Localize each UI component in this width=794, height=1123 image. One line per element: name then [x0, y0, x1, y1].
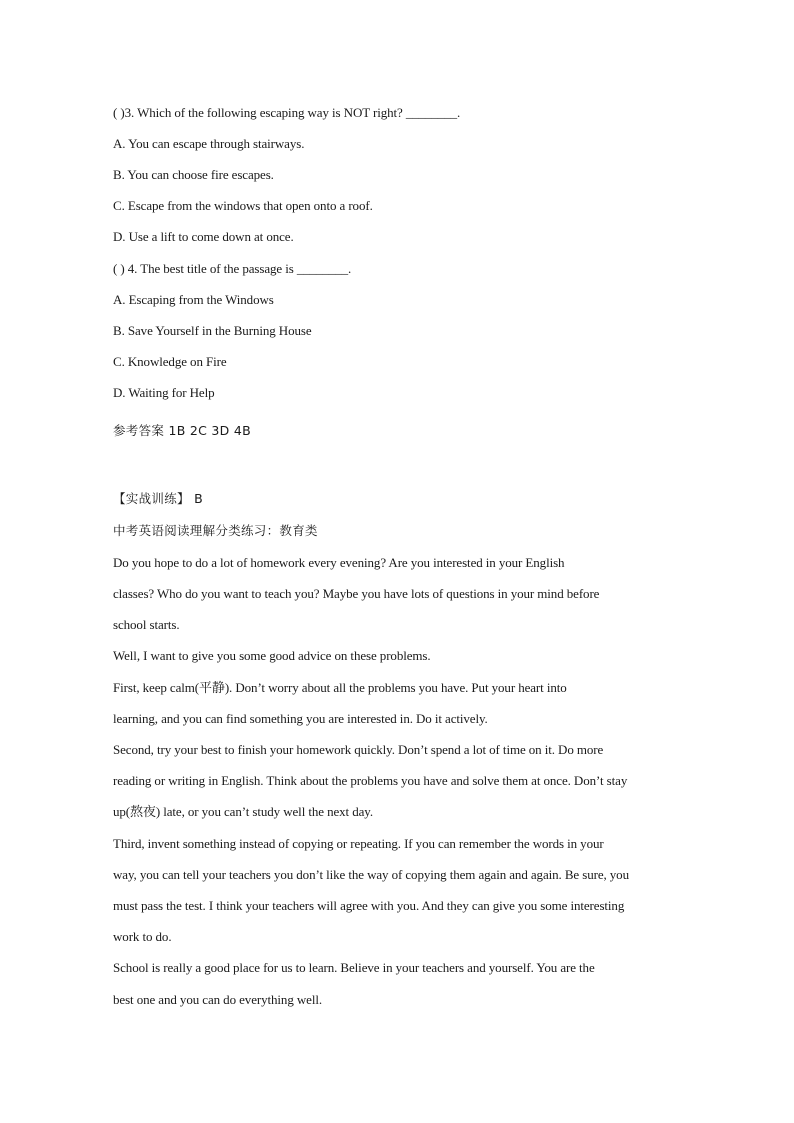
passage-line: Second, try your best to finish your homework quickly. Don’t spend a lot of time on it. Do more	[113, 742, 604, 757]
passage-line: learning, and you can find something you are interested in. Do it actively.	[113, 711, 488, 726]
question-4-option-b: B. Save Yourself in the Burning House	[113, 323, 312, 338]
answer-key: 参考答案 1B 2C 3D 4B	[113, 423, 252, 438]
question-4-option-a: A. Escaping from the Windows	[113, 292, 274, 307]
question-3-option-d: D. Use a lift to come down at once.	[113, 229, 294, 244]
passage-line: school starts.	[113, 617, 180, 632]
question-4-stem: ( ) 4. The best title of the passage is ________.	[113, 261, 352, 276]
passage-line: best one and you can do everything well.	[113, 992, 322, 1007]
passage-line: work to do.	[113, 929, 172, 944]
passage-line: Well, I want to give you some good advice on these problems.	[113, 648, 431, 663]
passage-line: First, keep calm(平静). Don’t worry about all the problems you have. Put your heart into	[113, 680, 567, 695]
passage-line: classes? Who do you want to teach you? Maybe you have lots of questions in your mind before	[113, 586, 600, 601]
passage-line: way, you can tell your teachers you don’t like the way of copying them again and again. Be sure, you	[113, 867, 629, 882]
section-subtitle: 中考英语阅读理解分类练习：教育类	[113, 523, 318, 538]
passage-line: reading or writing in English. Think about the problems you have and solve them at once. Don’t stay	[113, 773, 628, 788]
passage-line: School is really a good place for us to learn. Believe in your teachers and yourself. You are the	[113, 960, 595, 975]
passage-line: must pass the test. I think your teachers will agree with you. And they can give you some interesting	[113, 898, 625, 913]
question-3-option-b: B. You can choose fire escapes.	[113, 167, 274, 182]
question-3-stem: ( )3. Which of the following escaping way is NOT right? ________.	[113, 105, 461, 120]
section-heading: 【实战训练】 B	[113, 491, 203, 506]
question-4-option-c: C. Knowledge on Fire	[113, 354, 227, 369]
question-3-option-a: A. You can escape through stairways.	[113, 136, 305, 151]
question-4-option-d: D. Waiting for Help	[113, 385, 215, 400]
question-3-option-c: C. Escape from the windows that open onto a roof.	[113, 198, 373, 213]
passage-line: Do you hope to do a lot of homework every evening? Are you interested in your English	[113, 555, 565, 570]
passage-line: Third, invent something instead of copying or repeating. If you can remember the words in your	[113, 836, 604, 851]
passage-line: up(熬夜) late, or you can’t study well the next day.	[113, 804, 373, 819]
